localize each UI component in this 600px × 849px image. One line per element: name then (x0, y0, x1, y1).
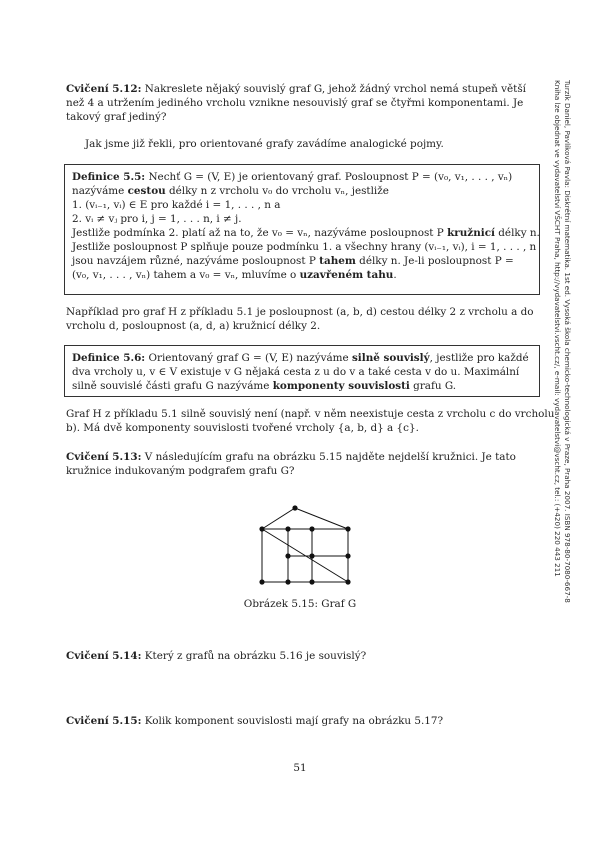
definition-line (72, 226, 540, 240)
exercise-5-15 (66, 714, 443, 728)
definition-line (72, 254, 514, 268)
example-paragraph-line: Například pro graf H z příkladu 5.1 je posloupnost (a, b, d) cestou délky 2 z vrcholu a do (66, 306, 534, 318)
graph-vertex (292, 505, 297, 510)
term-tah: tahem (319, 255, 356, 267)
side-note-line-2: Kniha lze objednat ve vydavatelství VŠCHT Praha, http://vydavatelstvi.vscht.cz/, e-mail: vydavatelstvi@vscht.cz, tel.: (+420) 220 443 211 (553, 80, 562, 577)
graph-figure (250, 500, 360, 585)
example-paragraph-line: vrcholu d, posloupnost (a, d, a) kružnicí délky 2. (66, 320, 321, 332)
graph-vertex (259, 579, 264, 584)
figure-caption: Obrázek 5.15: Graf G (243, 598, 357, 610)
graph-vertex (285, 579, 290, 584)
graph-edge (295, 508, 348, 529)
side-note (552, 80, 572, 640)
definition-text: , jestliže pro každé (429, 352, 529, 364)
exercise-label: Cvičení 5.14: (66, 650, 142, 662)
definition-text: grafu G. (409, 380, 457, 392)
exercise-text: Nakreslete nějaký souvislý graf G, jehož žádný vrchol nemá stupeň větší než 4 a utržením jediného vrcholu vznikne nesouvislý graf se čtyřmi komponentami. Je takový graf jediný? (66, 83, 526, 124)
definition-text: Orientovaný graf G = (V, E) nazýváme (148, 352, 352, 364)
graph-vertex (345, 526, 350, 531)
graph-edge (262, 508, 295, 529)
definition-line: 1. (vᵢ₋₁, vᵢ) ∈ E pro každé i = 1, . . . , n a (72, 199, 281, 211)
definition-text: . (393, 269, 397, 281)
exercise-label: Cvičení 5.15: (66, 715, 142, 727)
exercise-label: Cvičení 5.13: (66, 451, 142, 463)
exercise-5-14 (66, 649, 366, 663)
definition-text: jsou navzájem různé, nazýváme posloupnost P (72, 255, 320, 267)
graph-vertex (309, 553, 314, 558)
graph-vertex (285, 526, 290, 531)
exercise-5-12 (66, 82, 540, 125)
example-paragraph-line: Graf H z příkladu 5.1 silně souvislý není (např. v něm neexistuje cesta z vrcholu c do vrcholu (66, 408, 555, 420)
graph-vertex (259, 526, 264, 531)
definition-text: (v₀, v₁, . . . , vₙ) tahem a v₀ = vₙ, mluvíme o (72, 269, 300, 281)
graph-vertex (309, 526, 314, 531)
definition-label: Definice 5.6: (72, 352, 146, 364)
term-uzavreny-tah: uzavřeném tahu (299, 269, 394, 281)
exercise-5-13 (66, 450, 516, 464)
graph-vertex (309, 579, 314, 584)
exercise-text: Který z grafů na obrázku 5.16 je souvislý? (144, 650, 367, 662)
term-komponenty-souvislosti: komponenty souvislosti (272, 380, 410, 392)
example-paragraph-line: b). Má dvě komponenty souvislosti tvořené vrcholy {a, b, d} a {c}. (66, 422, 419, 434)
definition-text: Jestliže podmínka 2. platí až na to, že v₀ = vₙ, nazýváme posloupnost P (72, 227, 448, 239)
definition-line (72, 184, 389, 198)
definition-text: délky n. Je-li posloupnost P = (355, 255, 514, 267)
intro-paragraph: Jak jsme již řekli, pro orientované grafy zavádíme analogické pojmy. (85, 138, 444, 150)
definition-5-6-box (64, 345, 540, 397)
graph-vertex (345, 579, 350, 584)
definition-text: nazýváme (72, 185, 128, 197)
definition-line: dva vrcholy u, v ∈ V existuje v G nějaká cesta z u do v a také cesta v do u. Maximální (72, 366, 520, 378)
graph-vertex (345, 553, 350, 558)
definition-line (72, 379, 456, 393)
definition-label: Definice 5.5: (72, 171, 146, 183)
definition-line (72, 268, 397, 282)
graph-vertex (285, 553, 290, 558)
definition-line (72, 170, 534, 184)
definition-line (72, 351, 529, 365)
definition-text: délky n z vrcholu v₀ do vrcholu vₙ, jestliže (165, 185, 389, 197)
definition-text: délky n. (494, 227, 540, 239)
definition-line: Jestliže posloupnost P splňuje pouze podmínku 1. a všechny hrany (vᵢ₋₁, vᵢ), i = 1, . . . , n (72, 241, 537, 253)
exercise-text: Kolik komponent souvislosti mají grafy na obrázku 5.17? (144, 715, 444, 727)
exercise-label: Cvičení 5.12: (66, 83, 142, 95)
exercise-text: V následujícím grafu na obrázku 5.15 najděte nejdelší kružnici. Je tato (144, 451, 516, 463)
page-number: 51 (293, 762, 307, 774)
definition-line: 2. vᵢ ≠ vⱼ pro i, j = 1, . . . n, i ≠ j. (72, 213, 242, 225)
definition-text: silně souvislé části grafu G nazýváme (72, 380, 273, 392)
definition-text: Nechť G = (V, E) je orientovaný graf. Posloupnost P = (v₀, v₁, . . . , vₙ) (148, 171, 513, 183)
term-cesta: cestou (127, 185, 166, 197)
side-note-line-1: Turzík Daniel, Pavlíková Pavla: Diskrétní matematika. 1st ed. Vysoká škola chemicko-technologická v Praze, Praha 2007. ISBN 978-80-7080-667-8 (563, 80, 572, 603)
exercise-text-line: kružnice indukovaným podgrafem grafu G? (66, 465, 295, 477)
definition-5-5-box (64, 164, 540, 295)
term-kruznice: kružnicí (447, 227, 495, 239)
term-silne-souvisly: silně souvislý (351, 352, 430, 364)
